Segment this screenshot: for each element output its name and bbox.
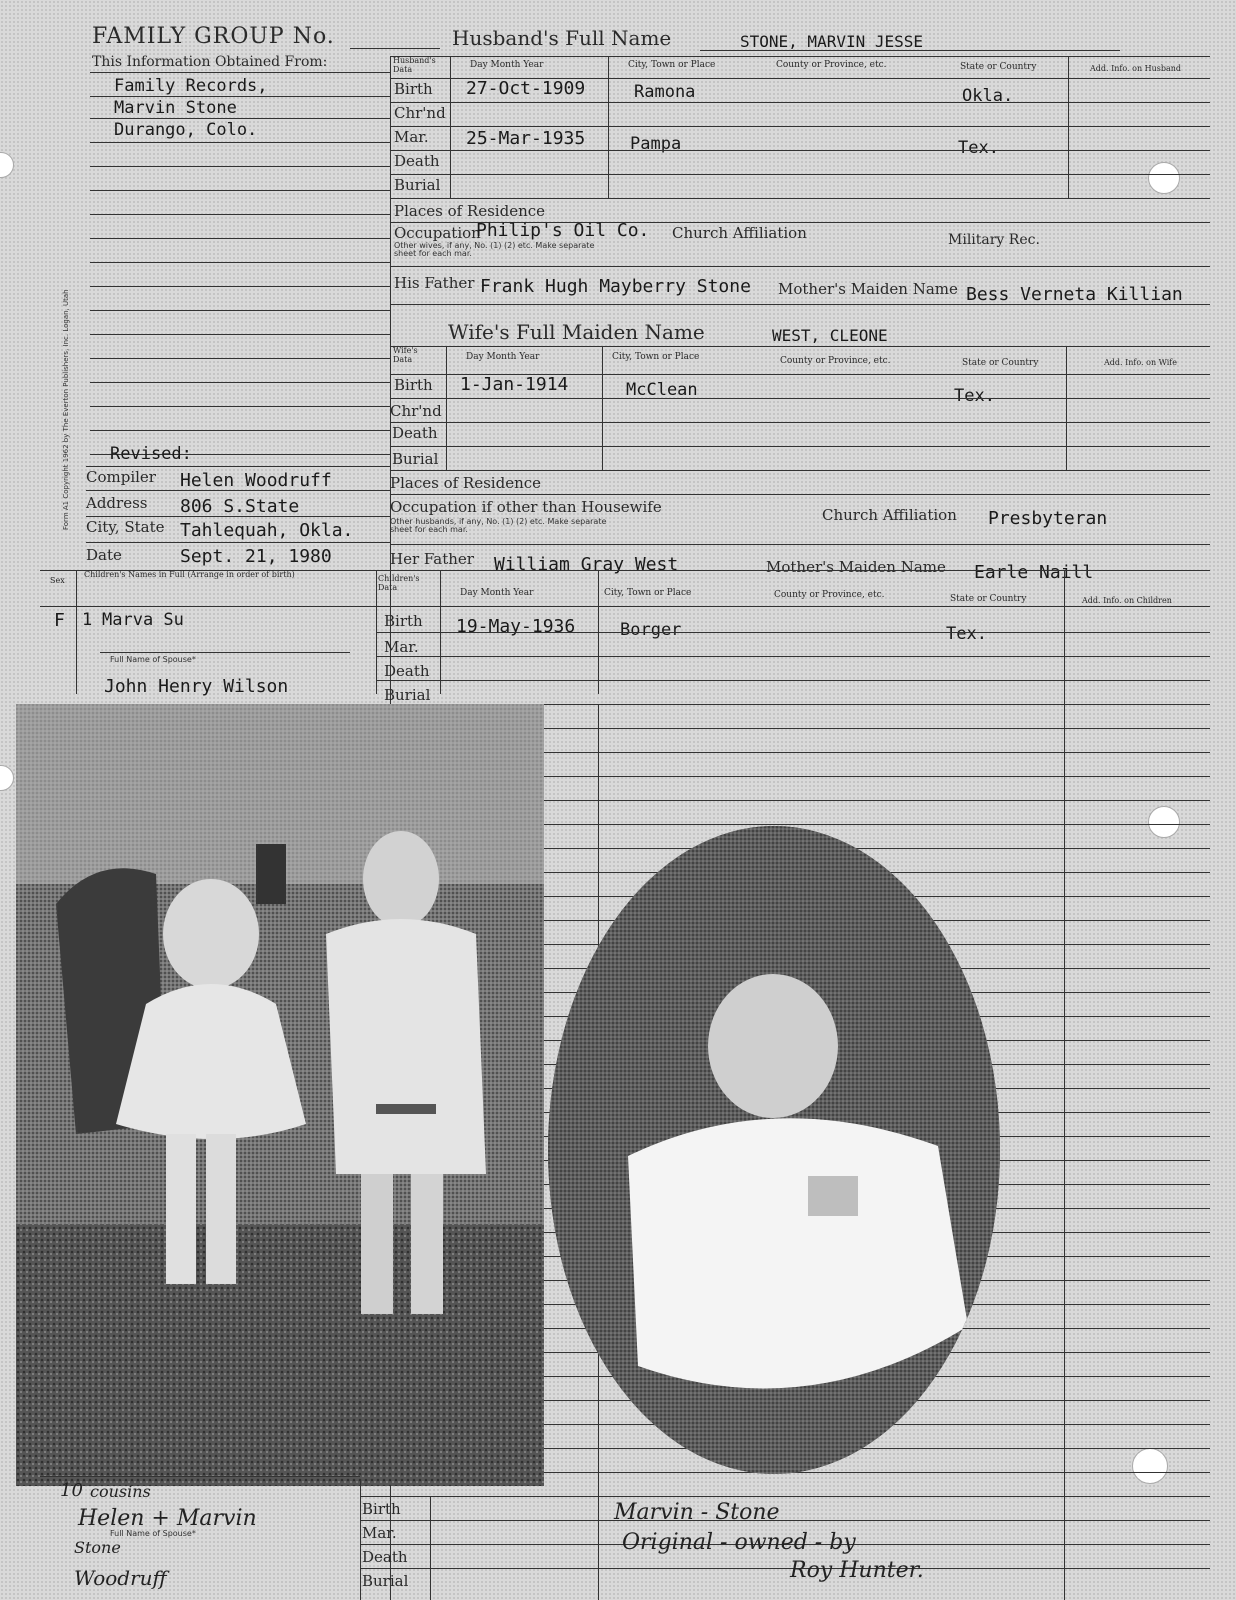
- children-col-state: State or Country: [950, 594, 1027, 604]
- husband-birth-date: 27-Oct-1909: [466, 78, 586, 99]
- wife-burial-label: Burial: [392, 450, 439, 468]
- sex-header: Sex: [50, 576, 65, 585]
- compiler-date: Sept. 21, 1980: [180, 546, 332, 567]
- child10-line4: Woodruff: [74, 1566, 167, 1590]
- address-label: Address: [86, 494, 148, 512]
- caption-line-3: Roy Hunter.: [790, 1558, 924, 1583]
- wife-birth-date: 1-Jan-1914: [460, 374, 569, 395]
- husband-chrnd-label: Chr'nd: [394, 104, 446, 122]
- child10-number: 10: [60, 1480, 83, 1501]
- her-mother-label: Mother's Maiden Name: [766, 558, 946, 576]
- other-husbands-note: Other husbands, if any, No. (1) (2) etc. Make separate sheet for each mar.: [390, 517, 607, 534]
- photo-baby-oval-image: [548, 826, 1000, 1474]
- source-line-3: Durango, Colo.: [114, 120, 258, 140]
- child1-birth-label: Birth: [384, 612, 423, 630]
- binder-hole-right-mid: [1148, 806, 1180, 838]
- husband-mar-label: Mar.: [394, 128, 429, 146]
- photo-two-children-image: [16, 704, 544, 1486]
- date-label: Date: [86, 546, 122, 564]
- child10-note: cousins: [90, 1482, 151, 1501]
- city-state-label: City, State: [86, 518, 165, 536]
- husband-data-header: Husband's Data: [393, 56, 436, 74]
- his-father: Frank Hugh Mayberry Stone: [480, 276, 751, 297]
- child1-birth-date: 19-May-1936: [456, 616, 576, 637]
- child10-line2: Helen + Marvin: [78, 1506, 257, 1531]
- children-col-city: City, Town or Place: [604, 588, 692, 598]
- copyright-note: Form A1 Copyright 1962 by The Everton Publishers, Inc. Logan, Utah: [62, 289, 70, 530]
- child1-death-label: Death: [384, 662, 430, 680]
- husband-occupation-label: Occupation: [394, 224, 481, 242]
- wife-col-state: State or Country: [962, 358, 1039, 368]
- col-add-husband: Add. Info. on Husband: [1090, 64, 1182, 73]
- husband-birth-state: Okla.: [962, 86, 1014, 106]
- child1-mar-label: Mar.: [384, 638, 419, 656]
- wife-birth-state: Tex.: [954, 386, 995, 406]
- husband-military-label: Military Rec.: [948, 232, 1040, 248]
- children-names-header: Children's Names in Full (Arrange in order of birth): [84, 570, 295, 579]
- col-city: City, Town or Place: [628, 60, 716, 70]
- wife-church: Presbyteran: [988, 508, 1108, 529]
- photo-two-children: [16, 704, 544, 1486]
- her-mother: Earle Naill: [974, 562, 1094, 583]
- husband-name-label: Husband's Full Name: [452, 26, 672, 50]
- husband-name: STONE, MARVIN JESSE: [740, 32, 924, 51]
- child1-spouse: John Henry Wilson: [104, 676, 289, 697]
- wife-name: WEST, CLEONE: [772, 326, 888, 345]
- wife-chrnd-label: Chr'nd: [390, 402, 442, 420]
- child10-burial-label: Burial: [362, 1572, 409, 1590]
- husband-birth-label: Birth: [394, 80, 433, 98]
- col-county: County or Province, etc.: [776, 60, 887, 70]
- wife-name-label: Wife's Full Maiden Name: [448, 320, 705, 344]
- revised-label: Revised:: [110, 444, 192, 464]
- children-col-county: County or Province, etc.: [774, 590, 885, 600]
- wife-church-label: Church Affiliation: [822, 506, 957, 524]
- children-col-day: Day Month Year: [460, 588, 534, 598]
- wife-birth-place: McClean: [626, 380, 698, 400]
- child10-line3: Stone: [74, 1538, 121, 1557]
- col-state: State or Country: [960, 62, 1037, 72]
- col-day-month-year: Day Month Year: [470, 60, 544, 70]
- wife-occupation-label: Occupation if other than Housewife: [390, 498, 662, 516]
- his-mother: Bess Verneta Killian: [966, 284, 1183, 305]
- binder-hole-right-top: [1148, 162, 1180, 194]
- compiler-city: Tahlequah, Okla.: [180, 520, 354, 541]
- child1-birth-state: Tex.: [946, 624, 987, 644]
- wife-death-label: Death: [392, 424, 438, 442]
- husband-mar-state: Tex.: [958, 138, 999, 158]
- his-father-label: His Father: [394, 274, 475, 292]
- binder-hole-top: [0, 152, 14, 178]
- her-father-label: Her Father: [390, 550, 474, 568]
- husband-mar-place: Pampa: [630, 134, 682, 154]
- col-add-children: Add. Info. on Children: [1082, 596, 1172, 605]
- husband-mar-date: 25-Mar-1935: [466, 128, 586, 149]
- wife-birth-label: Birth: [394, 376, 433, 394]
- his-mother-label: Mother's Maiden Name: [778, 280, 958, 298]
- wife-col-city: City, Town or Place: [612, 352, 700, 362]
- child1-number: 1: [82, 610, 93, 630]
- child1-birth-place: Borger: [620, 620, 682, 640]
- child1-sex: F: [54, 610, 65, 631]
- obtained-from-label: This Information Obtained From:: [92, 54, 328, 70]
- binder-hole-middle: [0, 765, 14, 791]
- husband-residence-label: Places of Residence: [394, 202, 546, 220]
- child1-name: Marva Su: [102, 610, 184, 630]
- child1-spouse-label: Full Name of Spouse*: [110, 655, 196, 664]
- child10-birth-label: Birth: [362, 1500, 401, 1518]
- child1-burial-label: Burial: [384, 686, 431, 704]
- child10-spouse-label: Full Name of Spouse*: [110, 1529, 196, 1538]
- source-line-2: Marvin Stone: [114, 98, 237, 118]
- husband-birth-place: Ramona: [634, 82, 696, 102]
- compiler-label: Compiler: [86, 468, 156, 486]
- husband-church-label: Church Affiliation: [672, 224, 807, 242]
- caption-line-2: Original - owned - by: [622, 1530, 856, 1555]
- other-wives-note: Other wives, if any, No. (1) (2) etc. Make separate sheet for each mar.: [394, 241, 595, 258]
- wife-residence-label: Places of Residence: [390, 474, 542, 492]
- husband-death-label: Death: [394, 152, 440, 170]
- children-data-header: Children's Data: [378, 574, 420, 592]
- compiler-name: Helen Woodruff: [180, 470, 332, 491]
- source-line-1: Family Records,: [114, 76, 268, 96]
- wife-col-day: Day Month Year: [466, 352, 540, 362]
- husband-burial-label: Burial: [394, 176, 441, 194]
- husband-occupation: Philip's Oil Co.: [476, 220, 650, 241]
- compiler-address: 806 S.State: [180, 496, 300, 517]
- child10-mar-label: Mar.: [362, 1524, 397, 1542]
- binder-hole-right-bottom: [1132, 1448, 1168, 1484]
- wife-data-header: Wife's Data: [393, 346, 418, 364]
- col-add-wife: Add. Info. on Wife: [1104, 358, 1177, 367]
- wife-col-county: County or Province, etc.: [780, 356, 891, 366]
- form-title: FAMILY GROUP No.: [92, 24, 335, 49]
- caption-line-1: Marvin - Stone: [614, 1500, 780, 1525]
- her-father: William Gray West: [494, 554, 679, 575]
- photo-baby-oval: [548, 826, 1000, 1474]
- child10-death-label: Death: [362, 1548, 408, 1566]
